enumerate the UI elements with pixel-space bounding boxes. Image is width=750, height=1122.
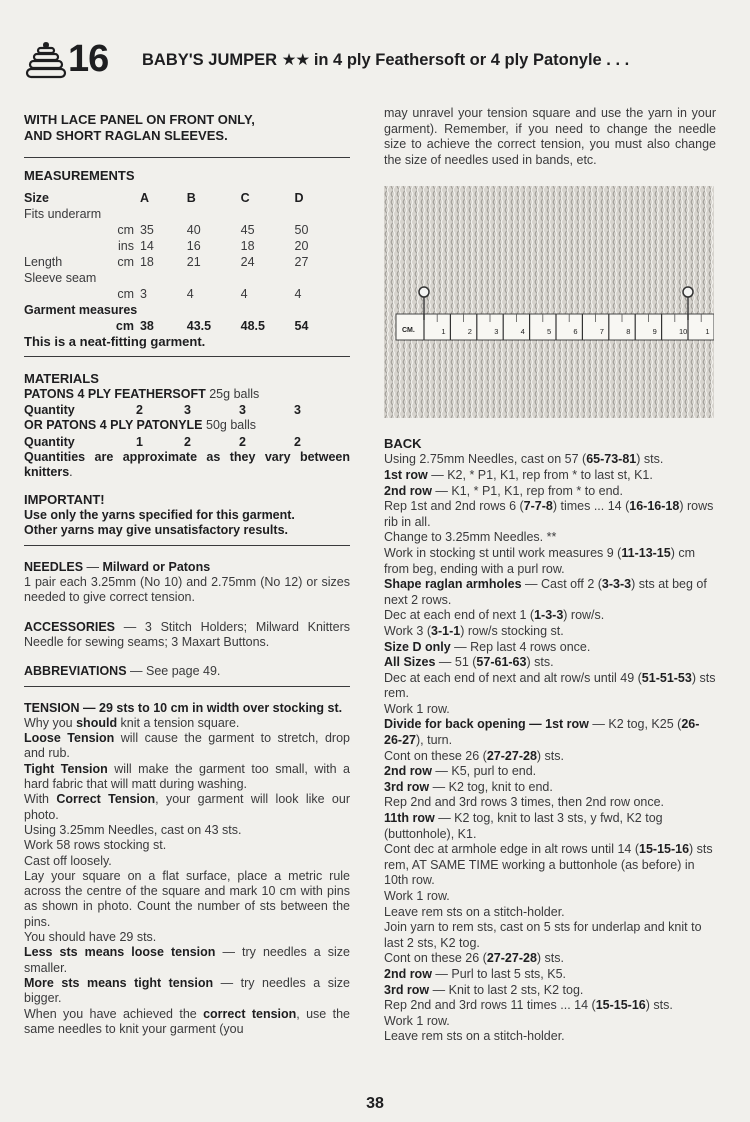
size-d: D [294,191,304,205]
back-row [384,484,716,500]
unit-cm: cm [115,319,134,333]
text-span: Dec at each end of next and alt row/s until 49 ( [384,670,642,685]
text-span: ) sts. [526,655,554,670]
ruler-number: 8 [626,327,631,337]
fit-note: This is a neat-fitting garment. [24,334,206,349]
table-cell: 18 [240,239,255,253]
text-span: 7-7-8 [523,499,553,514]
back-row [384,951,716,967]
quantity-note [24,450,350,481]
tension-correct [24,792,350,823]
back-row [384,655,716,671]
text-span: 26-26-27 [384,717,700,748]
text-span: ), turn. [415,733,453,748]
text-span: 1st row [384,467,428,482]
needles-text: 1 pair each 3.25mm (No 10) and 2.75mm (No 12) or sizes needed to give correct tension. [24,575,350,605]
text-span: ) sts rem, AT SAME TIME working a buttonhole (as before) in 10th row. [384,842,713,888]
text-span: , use the same needles to knit your garment (you [24,1006,350,1036]
back-row [384,577,716,608]
table-cell: 4 [186,287,194,301]
page-number: 38 [366,1095,384,1112]
table-cell: 43.5 [186,319,212,333]
tension-line: Work 58 rows stocking st. [24,838,167,853]
back-row [384,546,716,577]
measurements-table [24,190,324,334]
table-cell: 3 [294,403,301,418]
table-cell: 21 [186,255,201,269]
text-span: Why you [24,715,77,730]
tension-heading: TENSION — 29 sts to 10 cm in width over stocking st. [24,700,343,715]
text-span: 16-16-18 [629,499,680,514]
back-row [384,749,716,765]
text-span: More sts means tight tension [24,975,214,990]
table-cell: 2 [184,434,191,449]
table-cell: 2 [136,403,143,418]
table-cell: 2 [239,434,246,449]
text-span: — Purl to last 5 sts, K5. [431,966,566,981]
text-span: should [76,715,118,730]
measurements-heading: MEASUREMENTS [24,168,135,183]
divider [24,545,350,546]
sleeve-seam-label: Sleeve seam [24,271,97,285]
text-span: — K2 tog, knit to end. [429,779,553,794]
pattern-header [24,38,734,86]
knitted-swatch-image [384,186,714,418]
text-span: ) sts at beg of next 2 rows. [384,577,707,607]
text-span: — K2, * P1, K1, rep from * to last st, K1. [427,467,653,482]
back-row [384,764,716,780]
text-span: ) sts. [636,452,664,467]
tension-why [24,716,350,731]
accessories-paragraph [24,620,350,651]
back-row [384,468,716,484]
text-span: — K2 tog, K25 ( [588,717,682,732]
abbreviations-heading: ABBREVIATIONS [24,664,127,679]
yarn2-quantity-row [24,434,324,450]
text-span: 2nd row [384,483,432,498]
text-span: When you have achieved the [24,1006,204,1021]
text-span: Cont on these 26 ( [384,951,487,966]
tension-more [24,976,350,1007]
back-row [384,499,716,530]
divider [24,686,350,687]
back-row: Leave rem sts on a stitch-holder. [384,904,565,919]
ruler-number: 4 [520,327,525,337]
text-span: 3-1-1 [431,623,461,638]
table-cell: 40 [186,223,201,237]
text-span: 1-3-3 [534,608,564,623]
table-cell: 38 [139,319,154,333]
unit-cm: cm [117,255,134,269]
yarn2-unit: 50g balls [206,418,257,433]
text-span: Rep 2nd and 3rd rows 11 times ... 14 ( [384,998,596,1013]
text-span: ) sts rem. [384,670,716,701]
yarn1-unit: 25g balls [209,387,260,401]
unit-cm: cm [117,223,134,237]
text-span: 3rd row [384,779,430,794]
text-span: — K2 tog, knit to last 3 sts, y fwd, K2 tog (buttonhole), K1. [384,811,663,841]
important-line-1: Use only the yarns specified for this garment. [24,508,295,523]
text-span: ) row/s stocking st. [460,623,564,638]
back-row [384,967,716,983]
table-cell: 35 [139,223,154,237]
text-span: — Cast off 2 ( [521,577,602,592]
quantity-note-end: . [69,464,73,479]
tension-square-photo [384,186,714,418]
text-span: 15-15-16 [595,998,646,1013]
fits-underarm-label: Fits underarm [24,207,102,221]
text-span: — K1, * P1, K1, rep from * to end. [431,483,623,498]
tension-continued: may unravel your tension square and use the yarn in your garment). Remember, if you need to change the needle size to achieve the correct tension, you must also change the size of needles used in bands, etc. [384,106,716,167]
important-line-2: Other yarns may give unsatisfactory results. [24,523,288,538]
text-span: With [24,792,57,807]
table-cell: 50 [294,223,309,237]
ruler-number: 3 [494,327,499,337]
back-cast-on [384,452,716,468]
tension-line: You should have 29 sts. [24,930,157,945]
intro-line-1: WITH LACE PANEL ON FRONT ONLY, [24,112,255,127]
text-span: 15-15-16 [639,842,690,857]
tension-line: Lay your square on a flat surface, place a metric rule across the centre of the square and mark 10 cm with pins as shown in photo. Count the number of sts between the pins. [24,868,350,929]
back-row [384,608,716,624]
intro-line-2: AND SHORT RAGLAN SLEEVES. [24,128,228,143]
text-span: knit a tension square. [117,715,240,730]
size-c: C [240,191,250,205]
accessories-heading: ACCESSORIES [24,619,115,634]
text-span: Tight Tension [24,761,108,776]
table-cell: 1 [136,434,143,449]
text-span: correct tension [203,1006,297,1021]
text-span: Cont on these 26 ( [384,748,487,763]
text-span: 51-51-53 [641,670,692,685]
text-span: Divide for back opening — 1st row [384,717,589,732]
table-cell: 48.5 [240,319,265,333]
abbreviations-paragraph [24,664,350,679]
table-cell: 14 [139,239,154,253]
ruler-number: 7 [599,327,604,337]
accessories-text: — 3 Stitch Holders; Milward Knitters Needle for sewing seams; 3 Maxart Buttons. [24,619,350,649]
unit-ins: ins [118,239,134,253]
size-a: A [139,191,150,205]
back-row [384,842,716,889]
back-row: Change to 3.25mm Needles. ** [384,530,557,545]
text-span: 11-13-15 [621,545,671,560]
table-cell: 27 [294,255,309,269]
text-span: 65-73-81 [586,452,637,467]
back-row [384,624,716,640]
ruler-number: 1 [441,327,446,337]
ruler-number: 9 [652,327,657,337]
needles-brand: Milward or Patons [102,559,211,574]
ruler-number: 10 [679,327,688,337]
table-cell: 54 [294,319,309,333]
abbreviations-text: — See page 49. [126,664,221,679]
needles-heading: NEEDLES [24,559,84,574]
table-cell: 16 [186,239,201,253]
tension-less [24,945,350,976]
garment-measures-label: Garment measures [24,303,138,317]
text-span: All Sizes [384,655,436,670]
size-label: Size [24,191,50,205]
ruler-number: 6 [573,327,578,337]
text-span: will cause the garment to stretch, drop and rub. [24,731,350,761]
text-span: Dec at each end of next 1 ( [384,608,535,623]
text-span: ) cm from beg, ending with a purl row. [384,545,696,576]
quantity-label: Quantity [24,403,75,418]
important-heading: IMPORTANT! [24,492,105,508]
text-span: Cont dec at armhole edge in alt rows until 14 ( [384,842,639,857]
table-cell: 24 [240,255,255,269]
size-b: B [186,191,196,205]
text-span: Correct Tension [56,792,156,807]
table-cell: 20 [294,239,309,253]
table-cell: 4 [240,287,248,301]
back-row [384,671,716,702]
text-span: , your garment will look like our photo. [24,792,350,822]
text-span: ) sts. [645,998,673,1013]
text-span: 2nd row [384,764,432,779]
text-span: ) times ... 14 ( [552,499,630,514]
title-text: BABY'S JUMPER [142,51,278,69]
back-row: Work 1 row. [384,701,450,716]
pattern-number: 16 [68,38,109,80]
back-row [384,811,716,842]
baby-stacking-rings-icon [24,38,68,82]
needles-dash: — [83,559,103,574]
text-span: 57-61-63 [476,655,527,670]
back-row [384,717,716,748]
back-row: Rep 2nd and 3rd rows 3 times, then 2nd row once. [384,795,665,810]
text-span: 3rd row [384,982,430,997]
back-row [384,780,716,796]
length-label: Length [24,255,63,269]
table-cell: 3 [184,403,191,418]
text-span: 11th row [384,811,435,826]
back-row: Work 1 row. [384,1013,450,1028]
ruler-number: 2 [467,327,472,337]
tension-achieved [24,1007,350,1038]
tension-line: Using 3.25mm Needles, cast on 43 sts. [24,822,242,837]
text-span: Using 2.75mm Needles, cast on 57 ( [384,452,587,467]
title-subtitle: in 4 ply Feathersoft or 4 ply Patonyle . . . [313,51,630,69]
back-row: Leave rem sts on a stitch-holder. [384,1029,565,1044]
tension-loose [24,731,350,762]
back-row [384,983,716,999]
ruler-number: 1 [705,327,710,337]
text-span: — try needles a size smaller. [24,945,351,975]
back-row: Join yarn to rem sts, cast on 5 sts for underlap and knit to last 2 sts, K2 tog. [384,920,702,950]
text-span: — 51 ( [435,655,477,670]
back-row [384,998,716,1014]
quantity-note-text: Quantities are approximate as they vary between knitters [24,449,350,479]
text-span: Loose Tension [24,731,115,746]
text-span: Less sts means loose tension [24,945,216,960]
text-span: — Knit to last 2 sts, K2 tog. [429,982,584,997]
text-span: Work in stocking st until work measures 9 ( [384,545,622,560]
table-cell: 3 [239,403,246,418]
text-span: — try needles a size bigger. [24,975,350,1006]
tension-tight [24,762,350,793]
ruler-unit: CM. [402,327,415,335]
ruler-number: 5 [547,327,552,337]
text-span: Rep 1st and 2nd rows 6 ( [384,499,524,514]
right-column [384,106,716,1045]
text-span: 27-27-28 [486,748,537,763]
materials-heading: MATERIALS [24,371,99,386]
difficulty-stars: ★★ [281,51,310,69]
text-span: 27-27-28 [486,951,537,966]
text-span: ) sts. [536,951,564,966]
pattern-title [142,50,629,70]
table-cell: 4 [294,287,302,301]
quantity-label: Quantity [24,434,75,449]
text-span: — K5, purl to end. [431,764,537,779]
table-cell: 45 [240,223,255,237]
back-row [384,640,716,656]
yarn1-quantity-row [24,402,324,418]
text-span: ) row/s. [563,608,605,623]
yarn1-name: PATONS 4 PLY FEATHERSOFT [24,387,206,401]
tension-line: Cast off loosely. [24,853,112,868]
back-row: Work 1 row. [384,889,450,903]
text-span: 2nd row [384,966,432,981]
text-span: Work 3 ( [384,623,431,638]
left-column [24,104,350,1037]
table-cell: 18 [139,255,154,269]
text-span: ) rows rib in all. [384,499,714,529]
divider [24,356,350,357]
divider [24,157,350,158]
back-heading: BACK [384,436,422,452]
text-span: 3-3-3 [601,577,632,592]
text-span: ) sts. [536,748,564,763]
text-span: — Rep last 4 rows once. [450,639,591,654]
text-span: will make the garment too small, with a hard fabric that will matt during washing. [24,761,351,792]
unit-cm: cm [117,287,134,301]
table-cell: 3 [139,287,147,301]
text-span: Size D only [384,639,451,654]
text-span: Shape raglan armholes [384,577,522,592]
yarn2-name: OR PATONS 4 PLY PATONYLE [24,418,203,433]
table-cell: 2 [294,434,301,449]
